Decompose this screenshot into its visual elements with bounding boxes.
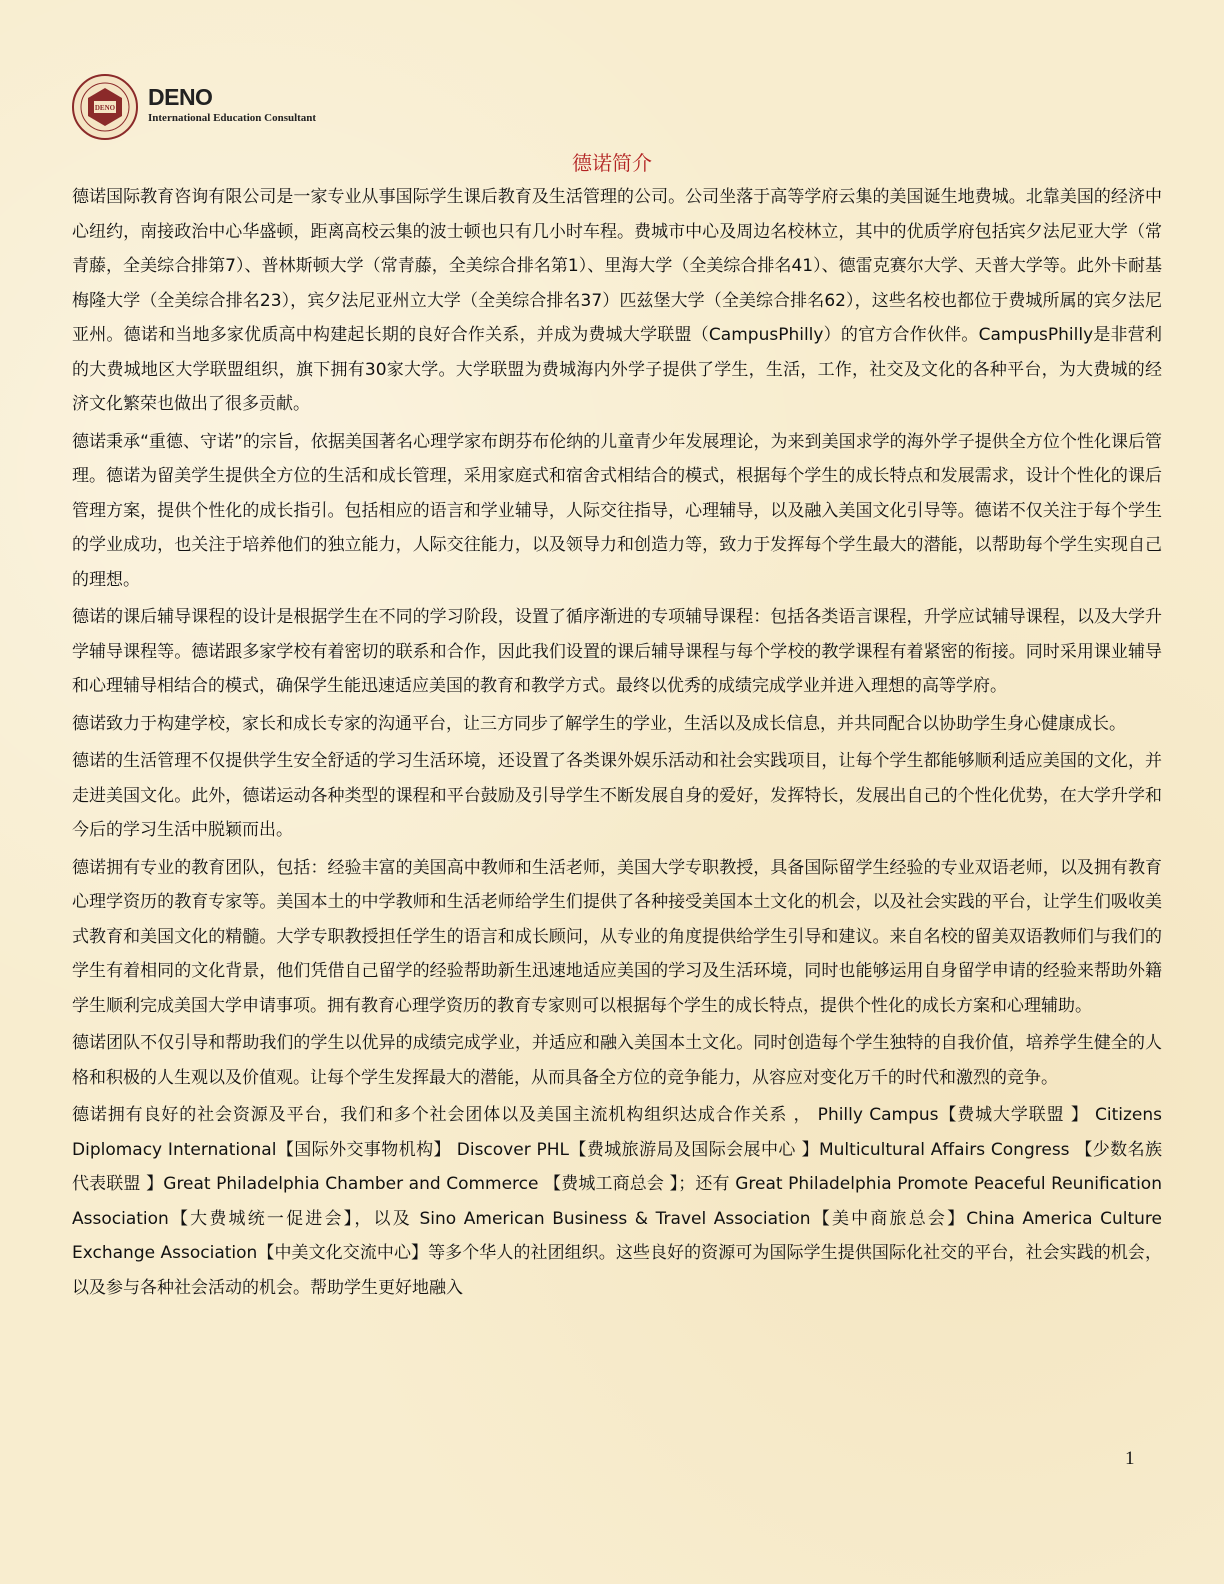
svg-text:DENO: DENO — [94, 104, 116, 112]
paragraph-courses: 德诺的课后辅导课程的设计是根据学生在不同的学习阶段，设置了循序渐进的专项辅导课程：包括各类语言课程，升学应试辅导课程，以及大学升学辅导课程等。德诺跟多家学校有着密切的联系和合作，因此我们设置的课后辅导课程与每个学校的教学课程有着紧密的衔接。同时采用课业辅导和心理辅导相结合的模式，确保学生能迅速适应美国的教育和教学方式。最终以优秀的成绩完成学业并进入理想的高等学府。 — [72, 607, 1162, 696]
logo — [70, 72, 330, 142]
page-number: 1 — [1125, 1448, 1135, 1469]
document-body — [72, 180, 1162, 1308]
deno-seal-icon — [70, 72, 140, 142]
paragraph-intro: 德诺国际教育咨询有限公司是一家专业从事国际学生课后教育及生活管理的公司。公司坐落于高等学府云集的美国诞生地费城。北靠美国的经济中心纽约，南接政治中心华盛顿，距离高校云集的波士顿也只有几小时车程。费城市中心及周边名校林立，其中的优质学府包括宾夕法尼亚大学（常青藤，全美综合排第7）、普林斯顿大学（常青藤，全美综合排名第1）、里海大学（全美综合排名41）、德雷克赛尔大学、天普大学等。此外卡耐基梅隆大学（全美综合排名23），宾夕法尼亚州立大学（全美综合排名37）匹兹堡大学（全美综合排名62），这些名校也都位于费城所属的宾夕法尼亚州。德诺和当地多家优质高中构建起长期的良好合作关系，并成为费城大学联盟（CampusPhilly）的官方合作伙伴。CampusPhilly是非营利的大费城地区大学联盟组织，旗下拥有30家大学。大学联盟为费城海内外学子提供了学生，生活，工作，社交及文化的各种平台，为大费城的经济文化繁荣也做出了很多贡献。 — [72, 187, 1162, 414]
brand-name: DENO — [148, 84, 213, 110]
brand-tagline: International Education Consultant — [148, 112, 317, 124]
paragraph-resources: 德诺拥有良好的社会资源及平台，我们和多个社会团体以及美国主流机构组织达成合作关系 ， Philly Campus【费城大学联盟 】 Citizens Diplomacy International【国际外交事物机构】 Discover PHL【费城旅游局及国际会展中心 】Multicultural Affairs Congress 【少数名族代表联盟 】Great Philadelphia Chamber and Commerce 【费城工商总会 】；还有 Great Philadelphia Promote Peaceful Reunification Association【大费城统一促进会】，以及 Sino American Business & Travel Association【美中商旅总会】China America Culture Exchange Association【中美文化交流中心】等多个华人的社团组织。这些良好的资源可为国际学生提供国际化社交的平台，社会实践的机会，以及参与各种社会活动的机会。帮助学生更好地融入 — [72, 1105, 1162, 1298]
paragraph-life-management: 德诺的生活管理不仅提供学生安全舒适的学习生活环境，还设置了各类课外娱乐活动和社会实践项目，让每个学生都能够顺利适应美国的文化，并走进美国文化。此外，德诺运动各种类型的课程和平台鼓励及引导学生不断发展自身的爱好，发挥特长，发展出自己的个性化优势，在大学升学和今后的学习生活中脱颖而出。 — [72, 751, 1162, 840]
page-title: 德诺简介 — [572, 151, 652, 175]
paragraph-platform: 德诺致力于构建学校，家长和成长专家的沟通平台，让三方同步了解学生的学业，生活以及成长信息，并共同配合以协助学生身心健康成长。 — [72, 713, 1126, 734]
paragraph-goals: 德诺团队不仅引导和帮助我们的学生以优异的成绩完成学业，并适应和融入美国本土文化。同时创造每个学生独特的自我价值，培养学生健全的人格和积极的人生观以及价值观。让每个学生发挥最大的潜能，从而具备全方位的竞争能力，从容应对变化万千的时代和激烈的竞争。 — [72, 1033, 1162, 1088]
paragraph-mission: 德诺秉承“重德、守诺”的宗旨，依据美国著名心理学家布朗芬布伦纳的儿童青少年发展理论，为来到美国求学的海外学子提供全方位个性化课后管理。德诺为留美学生提供全方位的生活和成长管理，采用家庭式和宿舍式相结合的模式，根据每个学生的成长特点和发展需求，设计个性化的课后管理方案，提供个性化的成长指引。包括相应的语言和学业辅导，人际交往指导，心理辅导，以及融入美国文化引导等。德诺不仅关注于每个学生的学业成功，也关注于培养他们的独立能力，人际交往能力，以及领导力和创造力等，致力于发挥每个学生最大的潜能，以帮助每个学生实现自己的理想。 — [72, 431, 1162, 590]
paragraph-team: 德诺拥有专业的教育团队，包括：经验丰富的美国高中教师和生活老师，美国大学专职教授，具备国际留学生经验的专业双语老师，以及拥有教育心理学资历的教育专家等。美国本土的中学教师和生活老师给学生们提供了各种接受美国本土文化的机会，以及社会实践的平台，让学生们吸收美式教育和美国文化的精髓。大学专职教授担任学生的语言和成长顾问，从专业的角度提供给学生引导和建议。来自名校的留美双语教师们与我们的学生有着相同的文化背景，他们凭借自己留学的经验帮助新生迅速地适应美国的学习及生活环境，同时也能够运用自身留学申请的经验来帮助外籍学生顺利完成美国大学申请事项。拥有教育心理学资历的教育专家则可以根据每个学生的成长特点，提供个性化的成长方案和心理辅助。 — [72, 857, 1162, 1016]
